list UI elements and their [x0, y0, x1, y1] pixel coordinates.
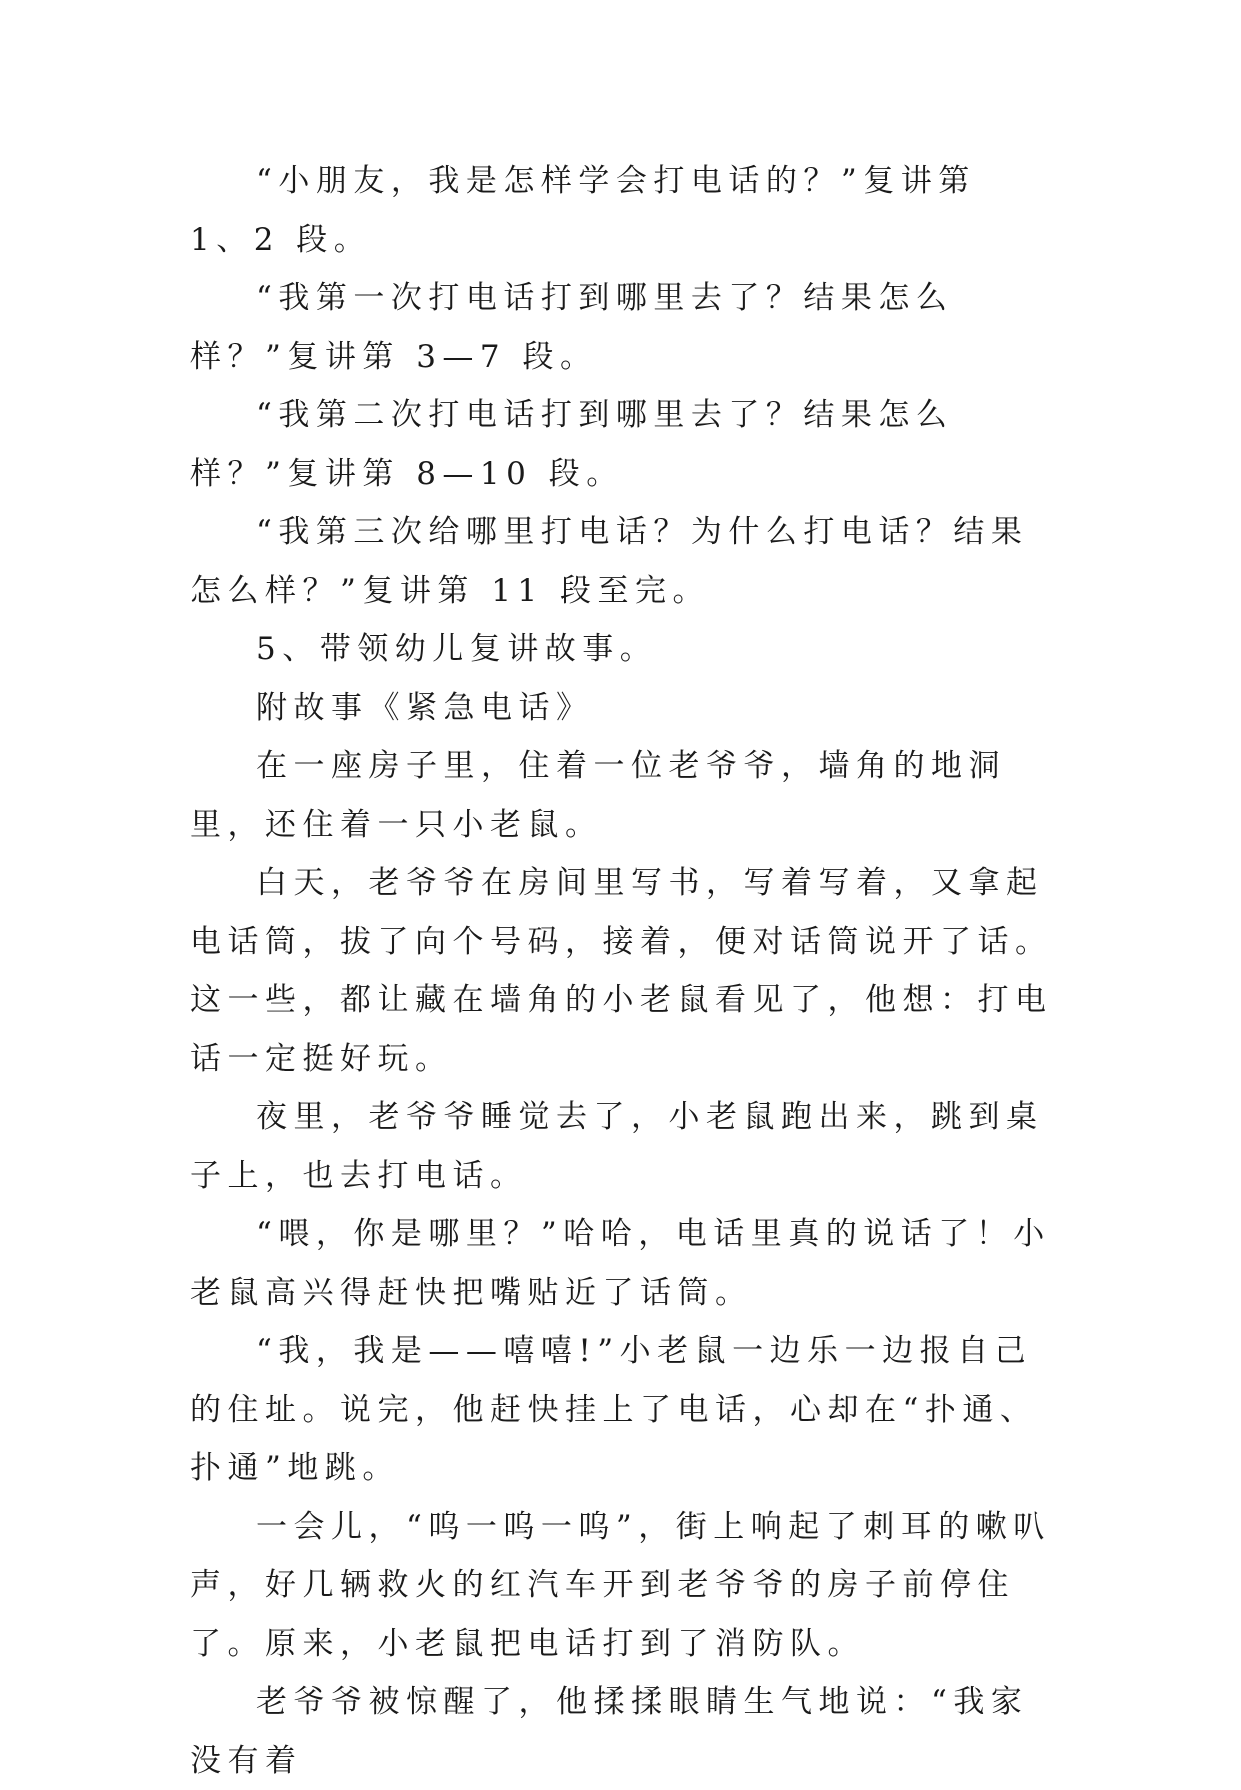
paragraph-step-5: 5、带领幼儿复讲故事。	[256, 631, 658, 667]
body-text	[190, 152, 1055, 1790]
story-paragraph: 白天，老爷爷在房间里写书，写着写着，又拿起电话筒，拔了向个号码，接着，便对话筒说开了话。这一些，都让藏在墙角的小老鼠看见了，他想：打电话一定挺好玩。	[190, 865, 1053, 1077]
paragraph-retell-11-end: “我第三次给哪里打电话？为什么打电话？结果怎么样？”复讲第 11 段至完。	[190, 514, 1029, 609]
story-paragraph: 老爷爷被惊醒了，他揉揉眼睛生气地说：“我家没有着	[190, 1684, 1029, 1779]
story-paragraph: “我，我是——嘻嘻!”小老鼠一边乐一边报自己的住址。说完，他赶快挂上了电话，心却在“扑通、扑通”地跳。	[190, 1333, 1038, 1486]
paragraph-retell-1-2: “小朋友，我是怎样学会打电话的？”复讲第 1、2 段。	[190, 163, 976, 258]
story-paragraph: 在一座房子里，住着一位老爷爷，墙角的地洞里，还住着一只小老鼠。	[190, 748, 1006, 843]
paragraph-retell-8-10: “我第二次打电话打到哪里去了？结果怎么样？”复讲第 8—10 段。	[190, 397, 954, 492]
story-paragraph: 夜里，老爷爷睡觉去了，小老鼠跑出来，跳到桌子上，也去打电话。	[190, 1099, 1044, 1194]
story-paragraph: 一会儿，“呜一呜一呜”，街上响起了刺耳的嗽叭声，好几辆救火的红汽车开到老爷爷的房子前停住了。原来，小老鼠把电话打到了消防队。	[190, 1508, 1051, 1662]
story-heading: 附故事《紧急电话》	[256, 689, 594, 726]
story-paragraph: “喂，你是哪里？”哈哈，电话里真的说话了！小老鼠高兴得赶快把嘴贴近了话筒。	[190, 1216, 1051, 1311]
paragraph-retell-3-7: “我第一次打电话打到哪里去了？结果怎么样？”复讲第 3—7 段。	[190, 280, 954, 375]
